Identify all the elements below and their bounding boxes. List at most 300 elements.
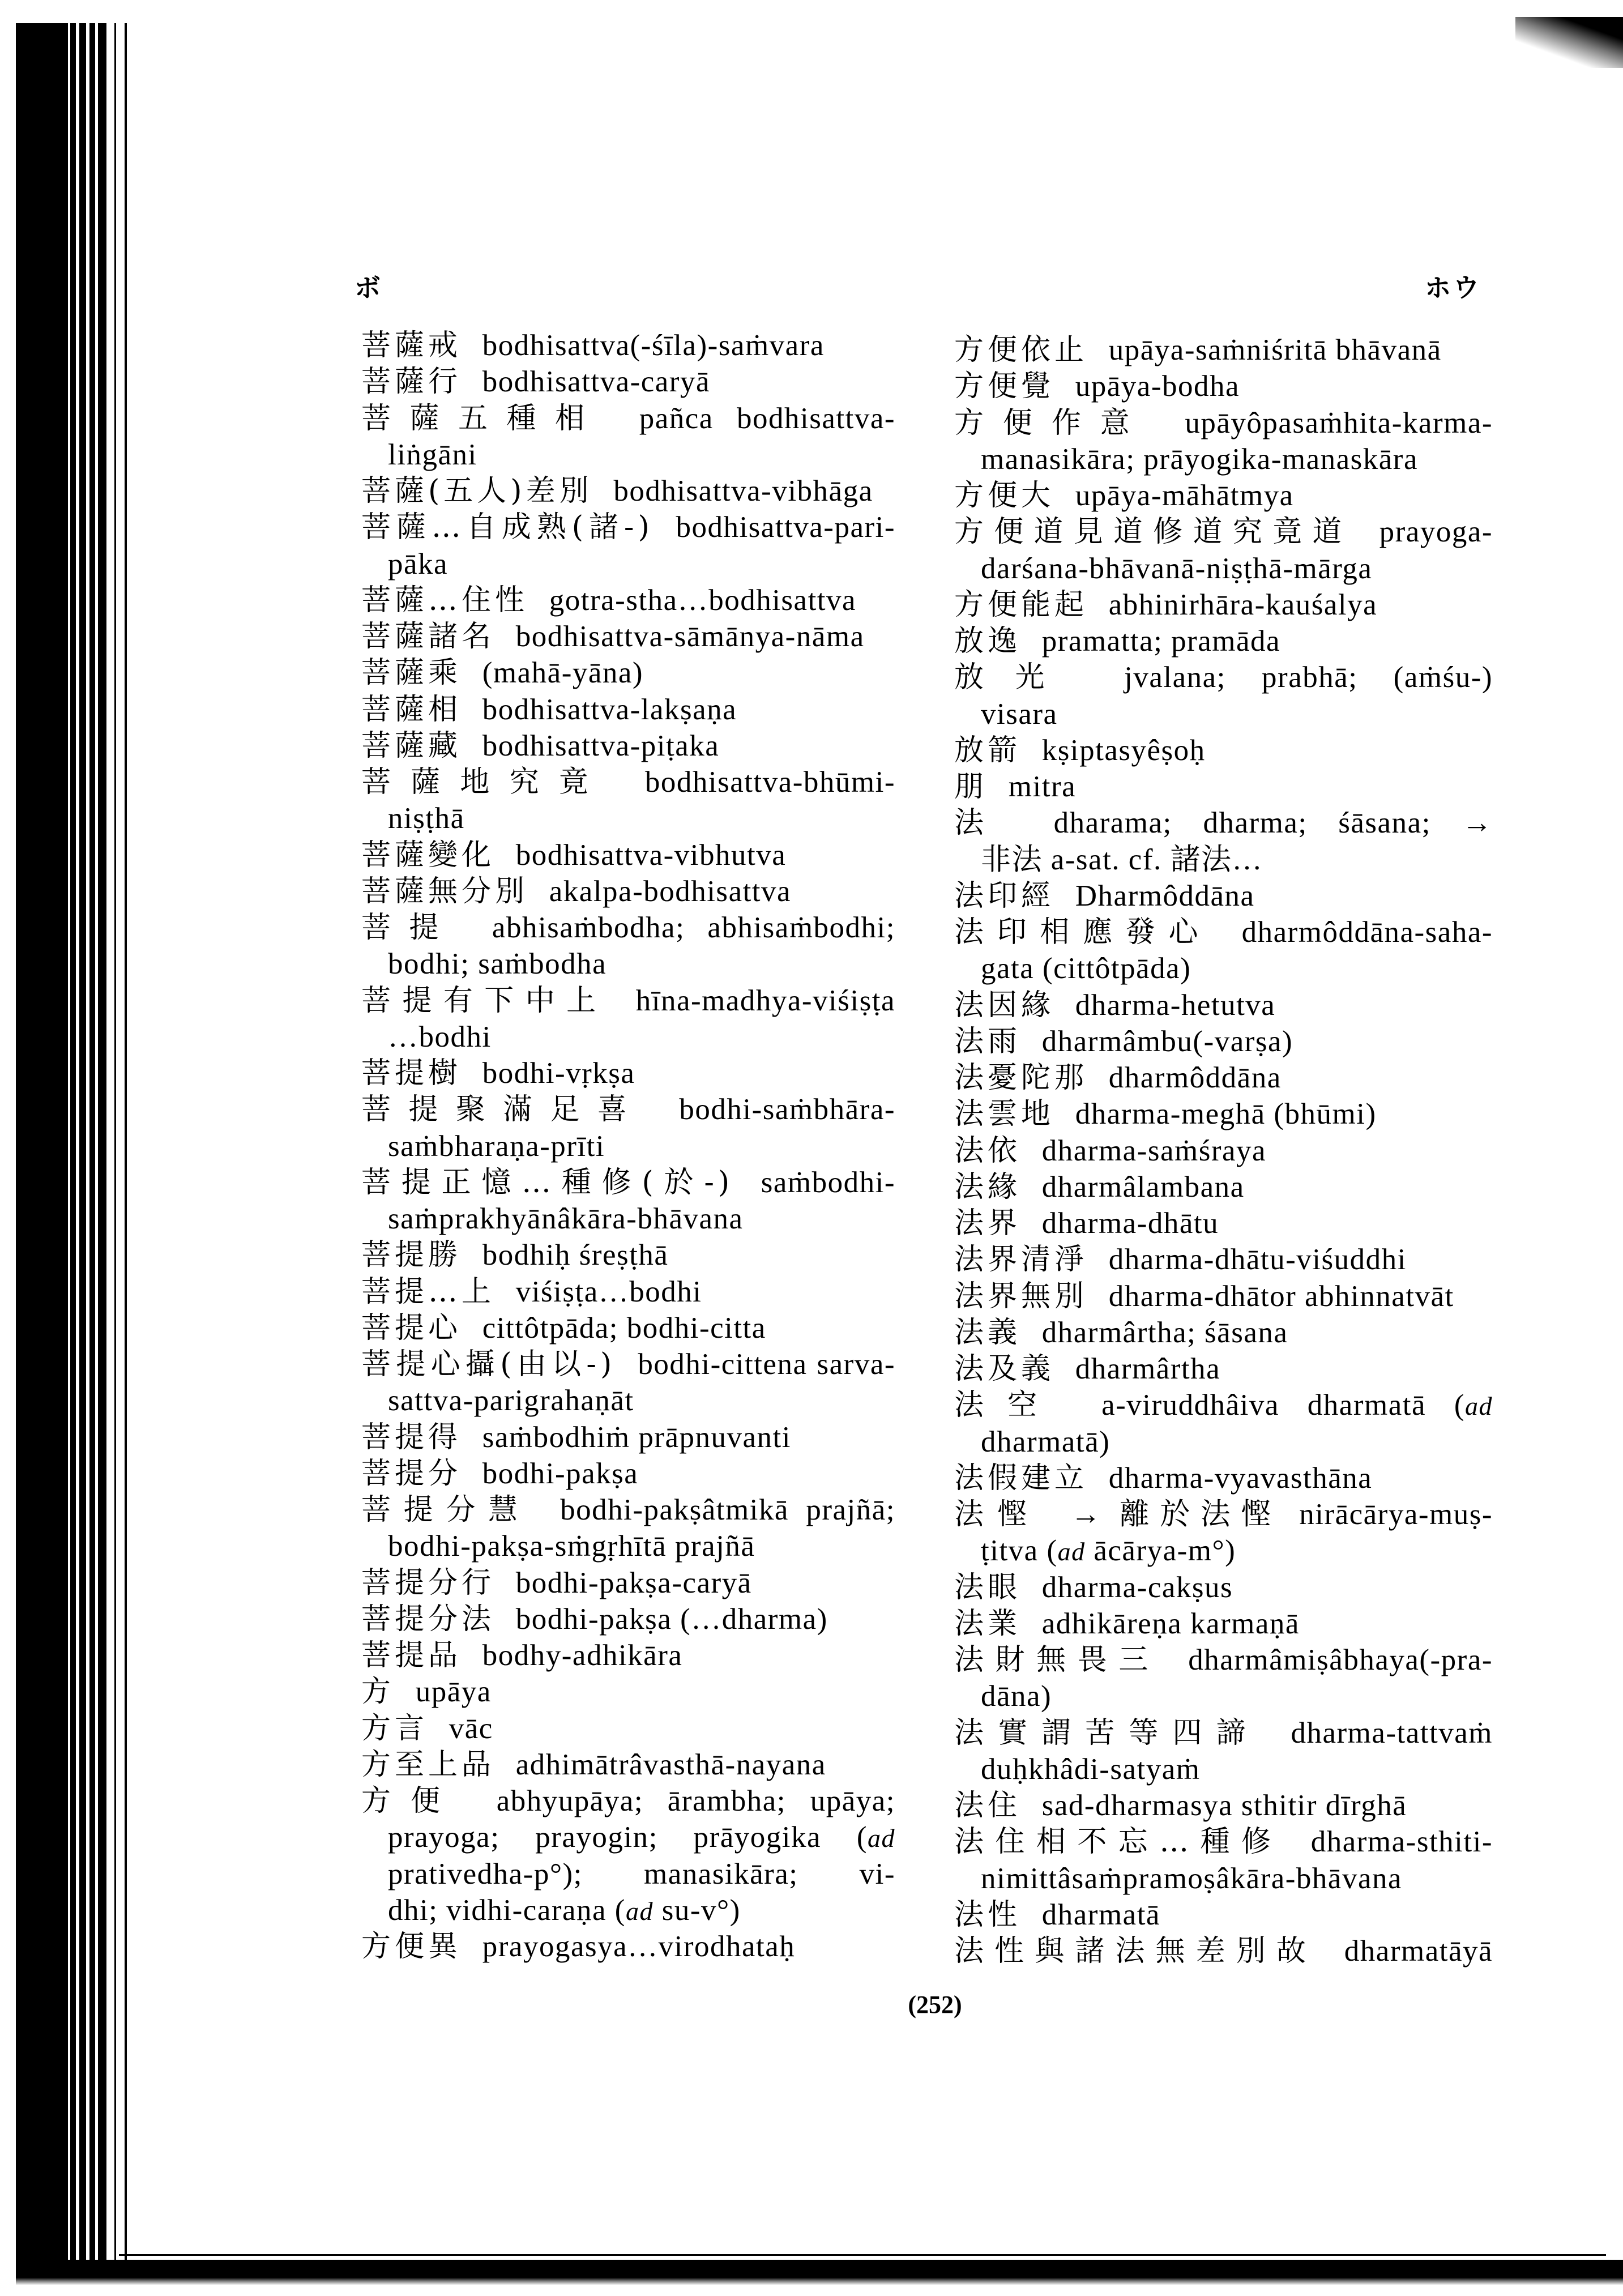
sanskrit-equivalent: prayogasya…virodhataḥ: [482, 1930, 796, 1963]
entry-first-line: [361, 1674, 895, 1710]
dictionary-entry: [954, 1060, 1493, 1096]
sanskrit-equivalent: …bodhi: [388, 1020, 492, 1053]
sanskrit-equivalent: dharma-dhātu-viśuddhi: [1108, 1243, 1407, 1277]
dictionary-entry: [954, 1133, 1493, 1169]
entry-headword: 菩提正憶…種修(於-): [361, 1165, 734, 1200]
dictionary-entry: [954, 1387, 1493, 1460]
sanskrit-equivalent: ṭitva (: [981, 1534, 1058, 1568]
dictionary-entry: [954, 1787, 1493, 1824]
sanskrit-equivalent: Dharmôddāna: [1075, 879, 1255, 912]
dictionary-entry: [361, 1565, 895, 1601]
dictionary-entry: [954, 1606, 1493, 1642]
sanskrit-equivalent: visara: [981, 697, 1058, 731]
entry-headword: 方便大: [954, 479, 1055, 513]
entry-headword: 菩薩五種相: [361, 401, 604, 436]
entry-headword: 菩薩地究竟: [361, 765, 608, 799]
sanskrit-equivalent: ācārya-m°): [1085, 1534, 1236, 1568]
dictionary-entry: [361, 873, 895, 910]
entry-headword: 法緣: [954, 1170, 1022, 1204]
sanskrit-equivalent: niṣṭhā: [388, 802, 465, 835]
entry-first-line: [954, 1787, 1493, 1824]
entry-headword: 法假建立: [954, 1461, 1088, 1495]
scan-corner-shadow: [1515, 17, 1623, 68]
entry-headword: 方便: [361, 1784, 460, 1818]
dictionary-entry: [361, 1346, 895, 1419]
dictionary-entry: [954, 1642, 1493, 1715]
entry-headword: 方便異: [361, 1930, 462, 1964]
entry-headword: 菩提得: [361, 1420, 462, 1454]
entry-continuation-line: [361, 1892, 895, 1928]
sanskrit-equivalent: gotra-stha…bodhisattva: [549, 583, 857, 617]
sanskrit-equivalent: pañca bodhisattva-: [639, 402, 895, 435]
sanskrit-equivalent: dharmâmiṣâbhaya(-pra-: [1188, 1644, 1493, 1676]
entry-first-line: [361, 837, 895, 873]
sanskrit-equivalent: jvalana; prabhā; (aṁśu-): [1124, 661, 1493, 694]
sanskrit-equivalent: gata (cittôtpāda): [981, 952, 1191, 985]
entry-headword: 方言: [361, 1711, 429, 1746]
dictionary-entry: [361, 509, 895, 582]
entry-headword: 菩薩無分別: [361, 874, 529, 908]
entry-first-line: [954, 514, 1493, 550]
entry-headword: 菩提分行: [361, 1565, 496, 1600]
dictionary-entry: [954, 1315, 1493, 1351]
sanskrit-equivalent: bodhisattva-bhūmi-: [644, 766, 895, 799]
sanskrit-equivalent: nimittâsaṁpramoṣâkāra-bhāvana: [981, 1862, 1402, 1895]
entry-first-line: [361, 1783, 895, 1819]
sanskrit-equivalent: upāya: [415, 1675, 492, 1709]
sanskrit-equivalent: adhimātrâvasthā-nayana: [515, 1748, 826, 1781]
dictionary-entry: [954, 1023, 1493, 1060]
entry-first-line: [954, 1133, 1493, 1169]
entry-continuation-line: [361, 546, 895, 582]
entry-first-line: [361, 1637, 895, 1674]
sanskrit-equivalent: prayoga; prayogin; prāyogika (: [388, 1821, 868, 1854]
dictionary-entry: [361, 1710, 895, 1747]
dictionary-entry: [361, 400, 895, 473]
entry-continuation-line: [361, 1856, 895, 1892]
entry-first-line: [954, 587, 1493, 623]
sanskrit-equivalent: prayoga-: [1379, 515, 1493, 549]
sanskrit-equivalent: dharma-hetutva: [1075, 988, 1276, 1022]
entry-first-line: [361, 728, 895, 764]
sanskrit-equivalent: bodhi-pakṣâtmikā prajñā;: [560, 1493, 895, 1526]
entry-headword: 菩薩戒: [361, 328, 462, 362]
entry-headword: 菩薩乘: [361, 656, 462, 690]
entry-headword: 法實謂苦等四諦: [954, 1715, 1260, 1750]
entry-headword: 法性與諸法無差別故: [954, 1934, 1317, 1968]
entry-first-line: [361, 1419, 895, 1456]
entry-headword: 菩提勝: [361, 1238, 462, 1273]
sanskrit-equivalent: dharama; dharma; śāsana; →: [1053, 806, 1493, 840]
entry-headword: 朋: [954, 770, 988, 804]
page-bottom-edge: [119, 2254, 1606, 2256]
entry-first-line: [954, 1241, 1493, 1278]
entry-headword: 菩提心: [361, 1311, 462, 1345]
page-number: (252): [908, 1991, 962, 2018]
entry-headword: 菩提品: [361, 1638, 462, 1672]
sanskrit-equivalent: darśana-bhāvanā-niṣṭhā-mārga: [981, 552, 1373, 585]
sanskrit-equivalent: dharma-dhātor abhinnatvāt: [1108, 1279, 1454, 1313]
dictionary-entry: [954, 732, 1493, 769]
entry-headword: 方: [361, 1675, 395, 1709]
dictionary-entry: [361, 364, 895, 400]
dictionary-entry: [954, 1278, 1493, 1315]
entry-continuation-line: [361, 1528, 895, 1564]
entry-continuation-line: [954, 1533, 1493, 1569]
entry-headword: 法界無別: [954, 1279, 1088, 1313]
sanskrit-equivalent: dharma-meghā (bhūmi): [1075, 1098, 1377, 1131]
entry-headword: 方便能起: [954, 587, 1088, 622]
entry-headword: 方便道見道修道究竟道: [954, 515, 1352, 549]
sanskrit-equivalent: dharma-cakṣus: [1041, 1571, 1233, 1604]
entry-headword: 法依: [954, 1133, 1022, 1168]
sanskrit-equivalent: dharma-saṁśraya: [1041, 1134, 1267, 1167]
entry-first-line: [361, 910, 895, 946]
sanskrit-equivalent: pāka: [388, 547, 449, 581]
dictionary-entry: [361, 1674, 895, 1710]
entry-continuation-line: [361, 1819, 895, 1855]
entry-continuation-line: [361, 1128, 895, 1164]
entry-headword: 菩薩行: [361, 365, 462, 399]
entry-continuation-line: [361, 1019, 895, 1055]
abbreviation-ad: ad: [625, 1896, 654, 1926]
entry-headword: 菩提…上: [361, 1274, 496, 1309]
entry-first-line: [954, 477, 1493, 514]
entry-first-line: [361, 1601, 895, 1637]
entry-headword: 法住相不忘…種修: [954, 1825, 1283, 1859]
entry-first-line: [954, 987, 1493, 1023]
entry-first-line: [361, 1492, 895, 1528]
entry-first-line: [361, 1747, 895, 1783]
dictionary-entry: [954, 1824, 1493, 1897]
entry-continuation-line: [954, 1751, 1493, 1787]
sanskrit-equivalent: dharma-dhātu: [1041, 1207, 1219, 1240]
sanskrit-equivalent: bodhisattva-vibhāga: [613, 475, 873, 507]
sanskrit-equivalent: bodhiḥ śreṣṭhā: [482, 1239, 669, 1272]
entry-headword: 方至上品: [361, 1747, 496, 1782]
dictionary-entry: [361, 1055, 895, 1091]
sanskrit-equivalent: bodhi-pakṣa-sṁgṛhītā prajñā: [388, 1530, 755, 1563]
entry-headword: 法界清淨: [954, 1243, 1088, 1277]
sanskrit-equivalent: bodhi-pakṣa: [482, 1457, 639, 1490]
entry-first-line: [361, 400, 895, 437]
dictionary-entry: [361, 692, 895, 728]
entry-first-line: [361, 873, 895, 910]
sanskrit-equivalent: bodhisattva-pari-: [676, 511, 895, 544]
dictionary-entry: [954, 914, 1493, 987]
entry-first-line: [361, 1237, 895, 1273]
dictionary-entry: [361, 1274, 895, 1310]
dictionary-entry: [954, 587, 1493, 623]
left-column: [361, 327, 895, 1965]
entry-first-line: [361, 692, 895, 728]
sanskrit-equivalent: dharmatāyā: [1344, 1935, 1493, 1968]
dictionary-entry: [954, 1933, 1493, 1969]
entry-first-line: [361, 327, 895, 364]
dictionary-entry: [954, 405, 1493, 478]
entry-first-line: [954, 405, 1493, 441]
sanskrit-equivalent: → 離於法慳 nirācārya-muṣ-: [1070, 1498, 1493, 1531]
dictionary-entry: [954, 477, 1493, 514]
sanskrit-equivalent: prativedha-p°); manasikāra; vi-: [388, 1857, 895, 1890]
entry-continuation-line: [954, 842, 1493, 878]
sanskrit-equivalent: dharmôddāna: [1108, 1061, 1282, 1094]
sanskrit-equivalent: cittôtpāda; bodhi-citta: [482, 1311, 766, 1345]
entry-first-line: [954, 1606, 1493, 1642]
sanskrit-equivalent: bodhi-saṁbhāra-: [679, 1093, 895, 1126]
entry-first-line: [361, 1164, 895, 1201]
entry-first-line: [954, 1169, 1493, 1205]
entry-first-line: [361, 1055, 895, 1091]
entry-headword: 菩提樹: [361, 1056, 462, 1090]
entry-headword: 菩薩…住性: [361, 583, 529, 617]
dictionary-entry: [954, 332, 1493, 368]
entry-first-line: [954, 1824, 1493, 1860]
sanskrit-equivalent: saṁbodhi-: [761, 1166, 896, 1199]
dictionary-entry: [954, 1169, 1493, 1205]
entry-headword: 方便覺: [954, 369, 1055, 404]
dictionary-entry: [361, 327, 895, 364]
entry-continuation-line: [954, 696, 1493, 732]
entry-headword: 方便作意: [954, 406, 1149, 440]
sanskrit-equivalent: dharmatā): [981, 1425, 1111, 1458]
entry-headword: 菩薩變化: [361, 838, 496, 872]
sanskrit-equivalent: dharma-sthiti-: [1310, 1825, 1493, 1859]
entry-first-line: [954, 1897, 1493, 1933]
entry-headword: 法印經: [954, 878, 1055, 913]
entry-headword: 法住: [954, 1789, 1022, 1823]
dictionary-entry: [361, 910, 895, 983]
sanskrit-equivalent: hīna-madhya-viśiṣṭa: [635, 984, 895, 1017]
sanskrit-equivalent: saṁprakhyānâkāra-bhāvana: [388, 1202, 744, 1235]
entry-first-line: [361, 1456, 895, 1492]
dictionary-entry: [954, 368, 1493, 404]
entry-first-line: [361, 582, 895, 618]
entry-first-line: [954, 1387, 1493, 1423]
dictionary-entry: [361, 582, 895, 618]
sanskrit-equivalent: dharmôddāna-saha-: [1241, 916, 1493, 949]
entry-headword: 法業: [954, 1606, 1022, 1641]
dictionary-entry: [361, 983, 895, 1056]
sanskrit-equivalent: duḥkhâdi-satyaṁ: [981, 1752, 1201, 1786]
entry-continuation-line: [954, 950, 1493, 987]
sanskrit-equivalent: dharmatā: [1041, 1898, 1160, 1931]
entry-headword: 放逸: [954, 624, 1022, 658]
dictionary-entry: [954, 1096, 1493, 1132]
sanskrit-equivalent: dharma-tattvaṁ: [1291, 1716, 1493, 1749]
sanskrit-equivalent: viśiṣṭa…bodhi: [515, 1275, 702, 1308]
scan-bottom-shadow: [16, 2260, 1623, 2285]
dictionary-entry: [954, 805, 1493, 878]
sanskrit-equivalent: sad-dharmasya sthitir dīrghā: [1041, 1789, 1407, 1822]
sanskrit-equivalent: bodhi-pakṣa (…dharma): [515, 1602, 828, 1636]
entry-continuation-line: [954, 1860, 1493, 1897]
entry-headword: 菩提心攝(由以-): [361, 1347, 616, 1381]
book-binding-edge: [16, 23, 129, 2266]
sanskrit-equivalent: su-v°): [653, 1893, 741, 1927]
sanskrit-equivalent: adhikāreṇa karmaṇā: [1041, 1607, 1300, 1640]
sanskrit-equivalent: manasikāra; prāyogika-manaskāra: [981, 442, 1418, 476]
abbreviation-ad: ad: [868, 1824, 895, 1853]
entry-headword: 菩提分: [361, 1456, 462, 1491]
entry-first-line: [361, 1310, 895, 1346]
sanskrit-equivalent: abhyupāya; ārambha; upāya;: [496, 1785, 895, 1817]
entry-headword: 菩提分慧: [361, 1493, 531, 1527]
sanskrit-equivalent: saṁbodhiṁ prāpnuvanti: [482, 1420, 791, 1454]
entry-headword: 菩提有下中上: [361, 983, 608, 1018]
entry-first-line: [954, 878, 1493, 914]
entry-first-line: [954, 1642, 1493, 1678]
entry-headword: 法慳: [954, 1497, 1040, 1531]
sanskrit-equivalent: bodhi-vṛkṣa: [482, 1057, 635, 1090]
entry-first-line: [361, 1346, 895, 1382]
entry-headword: 法印相應發心: [954, 915, 1212, 949]
dictionary-entry: [954, 1569, 1493, 1606]
sanskrit-equivalent: dharmâlambana: [1041, 1170, 1245, 1204]
entry-continuation-line: [954, 1678, 1493, 1714]
sanskrit-equivalent: dharmârtha: [1075, 1352, 1221, 1385]
entry-continuation-line: [954, 441, 1493, 477]
entry-continuation-line: [361, 437, 895, 473]
entry-first-line: [954, 1023, 1493, 1060]
entry-headword: 放光: [954, 660, 1076, 695]
entry-headword: 法性: [954, 1897, 1022, 1932]
sanskrit-equivalent: dharma-vyavasthāna: [1108, 1461, 1373, 1495]
dictionary-entry: [361, 837, 895, 873]
dictionary-entry: [361, 1091, 895, 1164]
entry-headword: 方便依止: [954, 333, 1088, 367]
sanskrit-equivalent: vāc: [449, 1712, 493, 1745]
entry-first-line: [361, 1091, 895, 1128]
right-column: [954, 332, 1493, 1969]
dictionary-entry: [954, 623, 1493, 659]
entry-headword: 菩提: [361, 911, 457, 945]
sanskrit-equivalent: upāya-bodha: [1075, 370, 1240, 403]
dictionary-entry: [954, 1241, 1493, 1278]
dictionary-entry: [361, 1747, 895, 1783]
entry-continuation-line: [361, 946, 895, 982]
dictionary-entry: [954, 1496, 1493, 1569]
entry-first-line: [361, 1274, 895, 1310]
dictionary-entry: [361, 1456, 895, 1492]
entry-first-line: [954, 1205, 1493, 1241]
dictionary-entry: [954, 1351, 1493, 1387]
entry-first-line: [954, 1569, 1493, 1606]
entry-first-line: [954, 914, 1493, 950]
sanskrit-equivalent: liṅgāni: [388, 438, 477, 471]
entry-headword: 菩薩相: [361, 692, 462, 727]
entry-headword: 法空: [954, 1388, 1061, 1423]
entry-continuation-line: [361, 1382, 895, 1419]
entry-headword: 法因緣: [954, 988, 1055, 1022]
entry-first-line: [361, 618, 895, 655]
dictionary-entry: [361, 1783, 895, 1928]
entry-continuation-line: [361, 1201, 895, 1237]
sanskrit-equivalent: sattva-parigrahaṇāt: [388, 1384, 634, 1418]
entry-headword: 菩薩藏: [361, 728, 462, 763]
entry-headword: 法: [954, 806, 1010, 840]
entry-headword: 放箭: [954, 733, 1022, 767]
entry-headword: 法眼: [954, 1570, 1022, 1604]
sanskrit-equivalent: bodhisattva-lakṣaṇa: [482, 693, 737, 726]
entry-first-line: [954, 1351, 1493, 1387]
sanskrit-equivalent: (mahā-yāna): [482, 656, 644, 690]
running-head-right: ホウ: [1425, 272, 1481, 303]
sanskrit-equivalent: upāya-māhātmya: [1075, 479, 1294, 512]
entry-first-line: [954, 1460, 1493, 1496]
dictionary-entry: [361, 618, 895, 655]
sanskrit-equivalent: abhinirhāra-kauśalya: [1108, 588, 1378, 621]
entry-first-line: [361, 473, 895, 509]
entry-first-line: [954, 623, 1493, 659]
dictionary-entry: [361, 1601, 895, 1637]
sanskrit-equivalent: bodhisattva(-śīla)-saṁvara: [482, 329, 825, 362]
entry-first-line: [954, 1315, 1493, 1351]
dictionary-entry: [361, 764, 895, 837]
sanskrit-equivalent: mitra: [1008, 770, 1077, 803]
sanskrit-equivalent: akalpa-bodhisattva: [549, 874, 792, 908]
dictionary-entry: [954, 1715, 1493, 1788]
entry-continuation-line: [954, 1424, 1493, 1460]
sanskrit-equivalent: a-viruddhâiva dharmatā (: [1101, 1389, 1465, 1422]
sanskrit-equivalent: bodhisattva-piṭaka: [482, 729, 720, 762]
dictionary-entry: [361, 1419, 895, 1456]
entry-headword: 菩薩諸名: [361, 620, 496, 654]
dictionary-entry: [954, 1460, 1493, 1496]
entry-first-line: [954, 732, 1493, 769]
entry-first-line: [954, 769, 1493, 805]
sanskrit-equivalent: bodhi-cittena sarva-: [638, 1348, 896, 1381]
dictionary-entry: [361, 1492, 895, 1565]
entry-continuation-line: [954, 550, 1493, 587]
entry-first-line: [954, 805, 1493, 841]
dictionary-entry: [954, 659, 1493, 732]
dictionary-entry: [361, 655, 895, 691]
sanskrit-equivalent: bodhisattva-caryā: [482, 365, 710, 399]
entry-first-line: [954, 659, 1493, 695]
entry-first-line: [361, 1565, 895, 1601]
dictionary-entry: [361, 1310, 895, 1346]
sanskrit-equivalent: pramatta; pramāda: [1041, 625, 1281, 658]
abbreviation-ad: ad: [1464, 1392, 1493, 1421]
entry-first-line: [954, 1096, 1493, 1132]
entry-headword: 菩提聚滿足喜: [361, 1092, 645, 1127]
sanskrit-equivalent: bodhi-pakṣa-caryā: [515, 1566, 752, 1599]
entry-first-line: [954, 368, 1493, 404]
entry-continuation-line: [361, 800, 895, 837]
sanskrit-equivalent: bodhisattva-sāmānya-nāma: [515, 620, 865, 653]
dictionary-entry: [361, 473, 895, 509]
dictionary-entry: [361, 728, 895, 764]
entry-first-line: [954, 1278, 1493, 1315]
dictionary-entry: [361, 1928, 895, 1965]
dictionary-entry: [361, 1237, 895, 1273]
entry-headword: 菩薩…自成熟(諸-): [361, 510, 654, 545]
entry-headword: 菩提分法: [361, 1602, 496, 1636]
entry-first-line: [361, 364, 895, 400]
sanskrit-equivalent: dāna): [981, 1680, 1052, 1713]
entry-headword: 法憂陀那: [954, 1061, 1088, 1095]
entry-first-line: [361, 983, 895, 1019]
entry-headword: 菩薩(五人)差別: [361, 474, 593, 508]
entry-first-line: [954, 1060, 1493, 1096]
dictionary-entry: [954, 769, 1493, 805]
entry-first-line: [361, 655, 895, 691]
entry-first-line: [954, 332, 1493, 368]
dictionary-entry: [361, 1164, 895, 1237]
sanskrit-equivalent: 非法 a-sat. cf. 諸法…: [981, 843, 1263, 876]
entry-first-line: [954, 1715, 1493, 1751]
